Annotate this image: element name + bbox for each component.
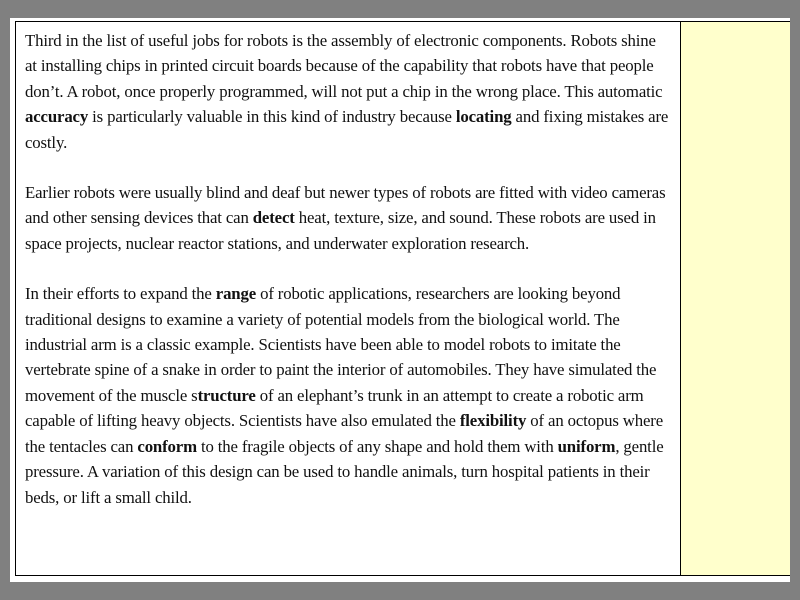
bold-keyword: locating [455, 107, 512, 127]
text-run: of robotic applications, researchers are looking beyond traditional designs to examine a variety of potential models from the biological world. The industrial arm is a classic example. Scientists have been able to model robots to imitate the vertebrate spine of a snake in order to paint the interior of automobiles. They have simulated the movement of the muscle s [25, 284, 657, 405]
content-table [15, 21, 790, 576]
bold-keyword: range [215, 284, 257, 304]
document-page [10, 18, 790, 582]
paragraph-3 [25, 281, 670, 510]
paragraph-1 [25, 28, 670, 155]
text-run: to the fragile objects of any shape and hold them with [196, 436, 558, 456]
text-run: In their efforts to expand the [25, 284, 216, 304]
text-run: , gentle pressure. A variation of this design can be used to handle animals, turn hospital patients in their beds, or lift a small child. [25, 436, 664, 507]
bold-keyword: uniform [557, 436, 616, 456]
bold-keyword: flexibility [459, 411, 527, 431]
text-run: heat, texture, size, and sound. These robots are used in space projects, nuclear reactor stations, and underwater exploration research. [25, 208, 656, 253]
bold-keyword: accuracy [25, 107, 89, 127]
side-cell [681, 22, 790, 575]
bold-keyword: tructure [197, 385, 256, 405]
text-run: and fixing mistakes are costly. [25, 107, 669, 152]
paragraph-2 [25, 180, 670, 256]
text-run: Third in the list of useful jobs for robots is the assembly of electronic components. Robots shine at installing chips in printed circuit boards because of the capability that robots have that people don’t. A robot, once properly programmed, will not put a chip in the wrong place. This automatic [25, 31, 663, 101]
bold-keyword: conform [137, 436, 197, 456]
bold-keyword: detect [252, 208, 295, 228]
text-cell [16, 22, 681, 575]
text-run: of an elephant’s trunk in an attempt to create a robotic arm capable of lifting heavy objects. Scientists have also emulated the [25, 385, 644, 431]
text-run: of an octopus where the tentacles can [25, 411, 664, 456]
text-run: is particularly valuable in this kind of industry because [88, 107, 456, 127]
text-run: Earlier robots were usually blind and deaf but newer types of robots are fitted with video cameras and other sensing devices that can [25, 183, 666, 228]
